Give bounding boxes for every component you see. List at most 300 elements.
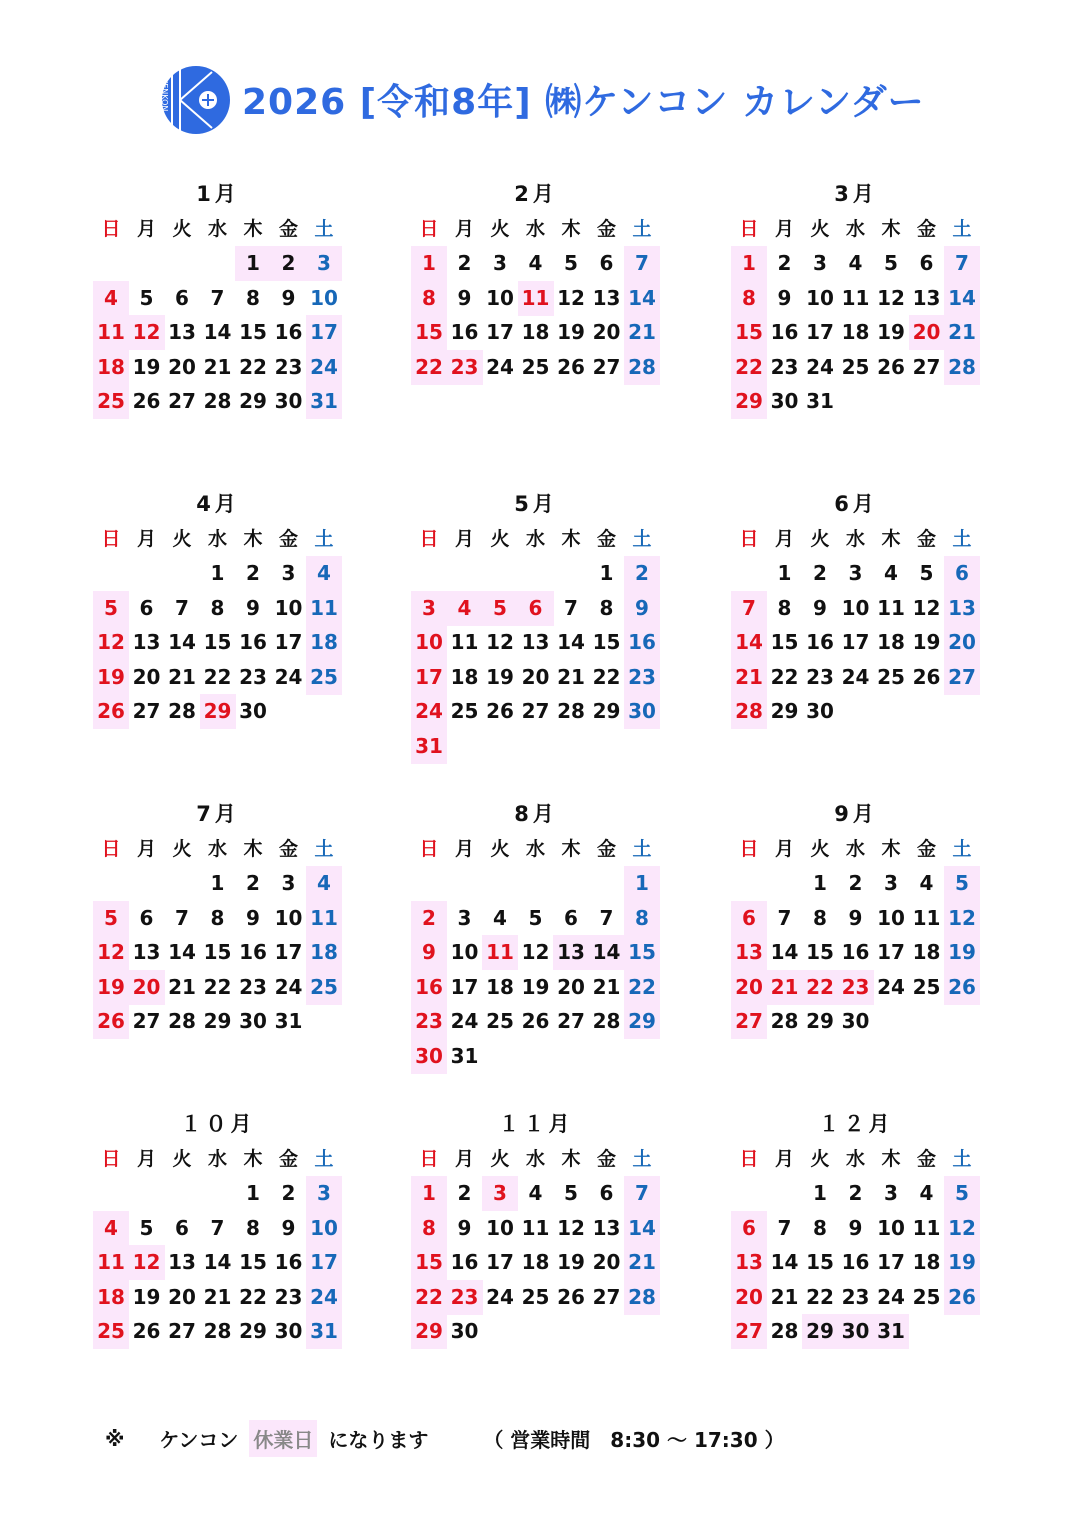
calendar-day: 22 [802, 970, 838, 1005]
calendar-day: 3 [306, 1176, 342, 1211]
weekday-header: 木 [243, 1148, 263, 1170]
weekday-header: 木 [881, 218, 901, 240]
calendar-day: 30 [239, 1009, 267, 1033]
calendar-day: 29 [770, 699, 799, 723]
calendar-day: 29 [624, 1004, 660, 1039]
weekday-header: 水 [207, 218, 227, 240]
calendar-day: 18 [521, 1250, 550, 1274]
calendar-day: 29 [200, 694, 236, 729]
calendar-day: 31 [450, 1043, 479, 1068]
calendar-day: 5 [564, 1181, 578, 1205]
calendar-day: 27 [168, 1319, 196, 1343]
note-mark: ※ [105, 1426, 125, 1451]
calendar-day: 25 [306, 970, 342, 1005]
calendar-day: 4 [447, 591, 483, 626]
weekday-header: 土 [314, 528, 334, 550]
calendar-day: 16 [450, 320, 479, 344]
calendar-day: 22 [203, 664, 232, 689]
calendar-day: 27 [168, 389, 196, 413]
calendar-day: 9 [281, 1215, 296, 1240]
calendar-day: 30 [624, 694, 660, 729]
weekday-header: 火 [810, 528, 830, 550]
calendar-day: 8 [210, 905, 225, 930]
calendar-day: 7 [175, 905, 189, 930]
calendar-day: 29 [802, 1314, 838, 1349]
calendar-day: 16 [450, 1250, 479, 1274]
calendar-day: 24 [486, 354, 514, 379]
calendar-day: 6 [731, 901, 767, 936]
calendar-day: 14 [944, 281, 980, 316]
calendar-day: 20 [168, 354, 196, 379]
weekday-header: 火 [810, 1148, 830, 1170]
calendar-day: 1 [599, 561, 614, 585]
weekday-header: 火 [172, 838, 192, 860]
calendar-day: 25 [877, 664, 905, 689]
calendar-day: 26 [486, 699, 514, 723]
weekday-header: 木 [243, 838, 263, 860]
calendar-day: 25 [912, 974, 941, 999]
calendar-day: 4 [884, 561, 898, 585]
calendar-day: 15 [592, 630, 621, 654]
calendar-day: 10 [486, 285, 514, 310]
calendar-day: 12 [93, 625, 129, 660]
calendar-day: 8 [777, 595, 792, 620]
month-title: 6月 [834, 492, 878, 516]
calendar-day: 1 [411, 246, 447, 281]
calendar-day: 10 [841, 595, 870, 620]
calendar-day: 11 [841, 285, 870, 310]
weekday-header: 月 [454, 838, 474, 860]
weekday-header: 金 [278, 218, 298, 240]
calendar-day: 5 [944, 1176, 980, 1211]
calendar-day: 18 [306, 625, 342, 660]
calendar-day: 10 [486, 1215, 514, 1240]
calendar-day: 6 [599, 1181, 614, 1205]
weekday-header: 土 [314, 1148, 334, 1170]
calendar-day: 2 [411, 901, 447, 936]
weekday-header: 水 [525, 528, 545, 550]
calendar-day: 17 [450, 974, 479, 999]
calendar-day: 5 [93, 591, 129, 626]
calendar-day: 27 [521, 699, 550, 723]
month-title: 7月 [196, 802, 240, 826]
calendar-day: 14 [770, 940, 799, 964]
weekday-header: 月 [774, 1148, 794, 1170]
weekday-header: 金 [596, 838, 616, 860]
weekday-header: 金 [916, 218, 936, 240]
weekday-header: 月 [136, 218, 156, 240]
calendar-day: 31 [306, 1314, 342, 1349]
calendar-day: 24 [274, 664, 303, 689]
calendar-day: 19 [486, 664, 514, 689]
weekday-header: 金 [916, 1148, 936, 1170]
weekday-header: 土 [952, 218, 972, 240]
weekday-header: 金 [278, 838, 298, 860]
calendar-day: 16 [770, 320, 799, 344]
calendar-day: 28 [168, 699, 196, 723]
calendar-day: 22 [731, 350, 767, 385]
calendar-day: 18 [912, 940, 941, 964]
calendar-day: 12 [521, 940, 550, 964]
calendar-day: 11 [306, 901, 342, 936]
calendar-day: 21 [203, 1284, 232, 1309]
calendar-day: 23 [411, 1004, 447, 1039]
calendar-day: 25 [841, 354, 870, 379]
calendar-day: 7 [210, 1215, 225, 1240]
calendar-day: 14 [624, 281, 660, 316]
calendar-day: 17 [877, 940, 905, 964]
weekday-header: 水 [845, 1148, 865, 1170]
calendar-day: 3 [884, 1181, 898, 1205]
calendar-day: 21 [592, 974, 621, 999]
calendar-day: 30 [841, 1009, 870, 1033]
calendar-day: 20 [132, 664, 161, 689]
calendar-day: 6 [919, 251, 934, 275]
weekday-header: 月 [774, 528, 794, 550]
weekday-header: 月 [454, 528, 474, 550]
calendar-day: 24 [877, 1284, 905, 1309]
calendar-day: 27 [912, 354, 941, 379]
calendar-day: 22 [624, 970, 660, 1005]
weekday-header: 日 [101, 838, 121, 860]
weekday-header: 水 [207, 838, 227, 860]
calendar-day: 16 [239, 940, 267, 964]
calendar-day: 10 [274, 595, 303, 620]
calendar-day: 30 [450, 1319, 479, 1343]
calendar-day: 26 [944, 970, 980, 1005]
calendar-day: 11 [518, 281, 554, 316]
weekday-header: 水 [845, 218, 865, 240]
calendar-day: 28 [944, 350, 980, 385]
calendar-day: 12 [93, 935, 129, 970]
calendar-day: 22 [411, 350, 447, 385]
weekday-header: 日 [739, 1148, 759, 1170]
calendar-day: 5 [139, 1215, 154, 1240]
calendar-day: 28 [203, 1319, 232, 1343]
calendar-day: 5 [139, 285, 154, 310]
weekday-header: 月 [136, 1148, 156, 1170]
calendar-day: 17 [877, 1250, 905, 1274]
calendar-day: 30 [411, 1039, 447, 1074]
calendar-day: 22 [239, 1284, 267, 1309]
calendar-day: 2 [457, 251, 472, 275]
calendar-day: 13 [168, 320, 196, 344]
calendar-day: 20 [168, 1284, 196, 1309]
calendar-day: 1 [777, 561, 792, 585]
calendar-day: 9 [624, 591, 660, 626]
calendar-day: 18 [450, 664, 479, 689]
calendar-day: 3 [493, 251, 507, 275]
calendar-day: 13 [731, 1245, 767, 1280]
weekday-header: 火 [490, 218, 510, 240]
weekday-header: 木 [561, 838, 581, 860]
calendar-day: 22 [806, 1284, 834, 1309]
calendar-day: 23 [447, 1280, 483, 1315]
calendar-day: 9 [457, 1215, 472, 1240]
calendar-day: 22 [592, 664, 621, 689]
calendar-day: 26 [557, 354, 585, 379]
calendar-day: 3 [482, 1176, 518, 1211]
calendar-day: 31 [873, 1314, 909, 1349]
calendar-day: 29 [203, 1009, 232, 1033]
month-title: 4月 [196, 492, 240, 516]
calendar-day: 28 [557, 699, 585, 723]
calendar-day: 20 [731, 970, 767, 1005]
calendar-day: 6 [518, 591, 554, 626]
calendar-day: 18 [841, 320, 870, 344]
calendar-day: 6 [175, 1215, 189, 1240]
calendar-day: 24 [877, 974, 905, 999]
legend-suffix: になります [328, 1428, 429, 1452]
calendar-day: 21 [770, 1284, 799, 1309]
weekday-header: 日 [419, 528, 439, 550]
calendar-day: 7 [624, 246, 660, 281]
weekday-header: 木 [561, 1148, 581, 1170]
calendar-day: 11 [912, 1215, 941, 1240]
month-title: 8月 [514, 802, 558, 826]
calendar-day: 13 [521, 630, 550, 654]
calendar-day: 1 [813, 871, 827, 895]
weekday-header: 水 [525, 838, 545, 860]
calendar-day: 8 [813, 1215, 827, 1240]
calendar-day: 24 [806, 354, 834, 379]
calendar-day: 17 [274, 630, 303, 654]
calendar-day: 19 [944, 1245, 980, 1280]
calendar-day: 23 [447, 350, 483, 385]
weekday-header: 土 [314, 838, 334, 860]
calendar-day: 15 [239, 1250, 267, 1274]
calendar-day: 30 [770, 389, 799, 413]
calendar-day: 13 [553, 935, 589, 970]
weekday-header: 水 [845, 838, 865, 860]
calendar-day: 11 [482, 935, 518, 970]
weekday-header: 月 [454, 1148, 474, 1170]
calendar-day: 23 [806, 664, 834, 689]
calendar-day: 3 [813, 251, 827, 275]
calendar-day: 20 [909, 315, 945, 350]
calendar-day: 11 [450, 630, 479, 654]
calendar-day: 3 [457, 905, 472, 930]
legend-footer [105, 1420, 785, 1460]
calendar-day: 19 [944, 935, 980, 970]
calendar-day: 15 [411, 315, 447, 350]
calendar-day: 10 [450, 940, 479, 964]
calendar-day: 17 [806, 320, 834, 344]
calendar-day: 29 [731, 384, 767, 419]
calendar-day: 24 [486, 1284, 514, 1309]
weekday-header: 火 [172, 1148, 192, 1170]
weekday-header: 月 [136, 528, 156, 550]
calendar-day: 3 [306, 246, 342, 281]
calendar-day: 19 [521, 974, 550, 999]
calendar-day: 28 [770, 1009, 799, 1033]
calendar-day: 17 [274, 940, 303, 964]
calendar-day: 15 [203, 940, 232, 964]
calendar-day: 6 [944, 556, 980, 591]
weekday-header: 土 [952, 838, 972, 860]
calendar-day: 5 [919, 561, 934, 585]
calendar-day: 29 [239, 1319, 267, 1343]
calendar-day: 20 [944, 625, 980, 660]
calendar-day: 30 [274, 1319, 303, 1343]
page-title: 2026 [令和8年] ㈱ケンコン カレンダー [242, 82, 925, 123]
weekday-header: 日 [419, 838, 439, 860]
calendar-day: 2 [813, 561, 827, 585]
calendar-day: 29 [592, 699, 621, 723]
calendar-day: 19 [132, 1284, 161, 1309]
calendar-day: 8 [411, 1211, 447, 1246]
calendar-day: 12 [944, 1211, 980, 1246]
calendar-day: 12 [557, 1215, 585, 1240]
calendar-day: 17 [306, 315, 342, 350]
calendar-day: 30 [838, 1314, 874, 1349]
calendar-day: 28 [731, 694, 767, 729]
calendar-day: 16 [841, 940, 870, 964]
calendar-day: 14 [168, 630, 196, 654]
calendar-day: 11 [877, 595, 905, 620]
calendar-day: 23 [274, 354, 303, 379]
calendar-day: 7 [731, 591, 767, 626]
weekday-header: 土 [952, 528, 972, 550]
weekday-header: 火 [490, 1148, 510, 1170]
calendar-day: 25 [306, 660, 342, 695]
calendar-day: 11 [306, 591, 342, 626]
calendar-day: 22 [203, 974, 232, 999]
calendar-day: 5 [884, 251, 898, 275]
calendar-day: 6 [564, 905, 578, 930]
calendar-day: 21 [624, 315, 660, 350]
month-title: １２月 [818, 1112, 894, 1136]
calendar-day: 18 [521, 320, 550, 344]
calendar-day: 23 [274, 1284, 303, 1309]
closed-day-legend: 休業日 [249, 1420, 317, 1457]
calendar-day: 9 [411, 935, 447, 970]
calendar-day: 16 [274, 1250, 303, 1274]
weekday-header: 火 [172, 528, 192, 550]
calendar-day: 8 [246, 1215, 260, 1240]
calendar-day: 3 [848, 561, 863, 585]
calendar-day: 12 [557, 285, 585, 310]
calendar-day: 14 [203, 320, 232, 344]
weekday-header: 木 [243, 528, 263, 550]
calendar-day: 25 [912, 1284, 941, 1309]
weekday-header: 日 [739, 528, 759, 550]
calendar-day: 17 [486, 320, 514, 344]
calendar-day: 12 [944, 901, 980, 936]
calendar-day: 21 [168, 974, 196, 999]
calendar-day: 28 [770, 1319, 799, 1343]
calendar-day: 2 [246, 871, 260, 895]
calendar-day: 27 [731, 1314, 767, 1349]
calendar-day: 13 [592, 1215, 621, 1240]
calendar-day: 12 [129, 1245, 165, 1280]
weekday-header: 土 [952, 1148, 972, 1170]
calendar-day: 8 [813, 905, 827, 930]
calendar-day: 10 [274, 905, 303, 930]
weekday-header: 金 [596, 528, 616, 550]
calendar-day: 21 [557, 664, 585, 689]
weekday-header: 土 [632, 1148, 652, 1170]
weekday-header: 火 [490, 838, 510, 860]
calendar-day: 4 [93, 281, 129, 316]
company-name: ケンコン [159, 1428, 239, 1452]
calendar-day: 9 [813, 595, 827, 620]
weekday-header: 火 [810, 218, 830, 240]
calendar-day: 1 [210, 561, 225, 585]
calendar-day: 24 [306, 1280, 342, 1315]
weekday-header: 木 [881, 838, 901, 860]
calendar-day: 1 [731, 246, 767, 281]
calendar-day: 2 [624, 556, 660, 591]
calendar-day: 21 [624, 1245, 660, 1280]
calendar-day: 21 [731, 660, 767, 695]
month-title: １０月 [180, 1112, 256, 1136]
calendar-day: 4 [306, 866, 342, 901]
calendar-day: 15 [806, 940, 834, 964]
calendar-day: 15 [806, 1250, 834, 1274]
calendar-day: 13 [912, 285, 941, 310]
calendar-day: 26 [912, 664, 941, 689]
calendar-day: 20 [557, 974, 585, 999]
weekday-header: 土 [632, 218, 652, 240]
calendar-day: 25 [93, 1314, 129, 1349]
weekday-header: 木 [561, 218, 581, 240]
calendar-day: 20 [521, 664, 550, 689]
calendar-day: 3 [411, 591, 447, 626]
calendar-day: 13 [132, 940, 161, 964]
weekday-header: 日 [101, 528, 121, 550]
calendar-day: 12 [912, 595, 941, 620]
calendar-day: 6 [731, 1211, 767, 1246]
calendar-day: 14 [203, 1250, 232, 1274]
calendar-day: 21 [203, 354, 232, 379]
calendar-day: 11 [93, 1245, 129, 1280]
calendar-day: 30 [274, 389, 303, 413]
weekday-header: 火 [172, 218, 192, 240]
calendar-day: 26 [557, 1284, 585, 1309]
weekday-header: 日 [419, 1148, 439, 1170]
calendar-day: 9 [777, 285, 792, 310]
calendar-day: 8 [599, 595, 614, 620]
calendar-day: 5 [482, 591, 518, 626]
calendar-day: 31 [306, 384, 342, 419]
calendar-day: 19 [93, 660, 129, 695]
weekday-header: 水 [525, 1148, 545, 1170]
calendar-day: 9 [246, 905, 260, 930]
calendar-day: 9 [848, 1215, 863, 1240]
calendar-day: 28 [624, 350, 660, 385]
weekday-header: 月 [454, 218, 474, 240]
calendar-day: 6 [599, 251, 614, 275]
calendar-day: 14 [589, 935, 625, 970]
month-title: 5月 [514, 492, 558, 516]
calendar-day: 13 [168, 1250, 196, 1274]
weekday-header: 月 [136, 838, 156, 860]
calendar-day: 7 [944, 246, 980, 281]
calendar-day: 25 [521, 354, 550, 379]
calendar-day: 4 [848, 251, 863, 275]
calendar-day: 2 [848, 1181, 863, 1205]
calendar-day: 15 [624, 935, 660, 970]
calendar-day: 19 [557, 1250, 585, 1274]
calendar-day: 16 [274, 320, 303, 344]
calendar-day: 22 [770, 664, 799, 689]
calendar-day: 10 [306, 1211, 342, 1246]
calendar-day: 6 [139, 595, 154, 620]
calendar-day: 18 [912, 1250, 941, 1274]
calendar-day: 17 [306, 1245, 342, 1280]
calendar-day: 23 [239, 974, 267, 999]
